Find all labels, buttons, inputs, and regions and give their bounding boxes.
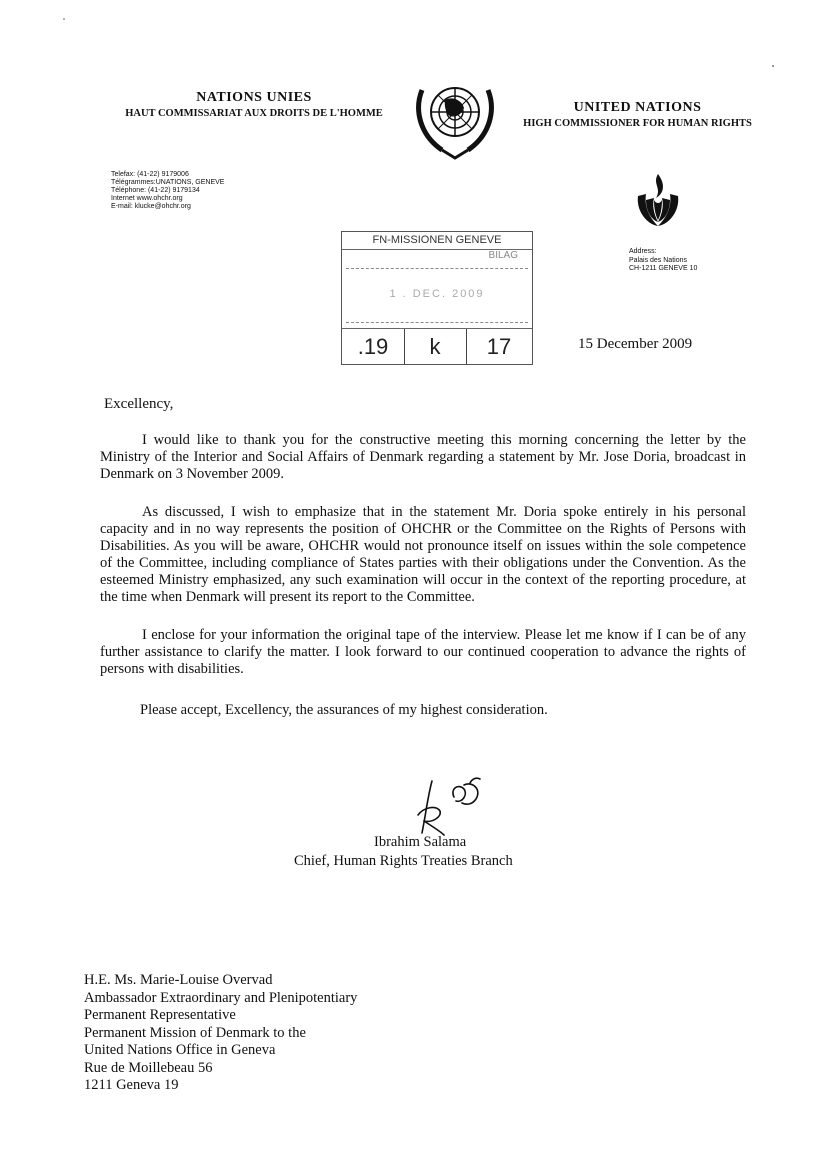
ohchr-flame-hands-icon xyxy=(628,170,688,232)
contact-telephone: Téléphone: (41-22) 9179134 xyxy=(111,187,200,194)
contact-internet: Internet www.ohchr.org xyxy=(111,195,183,202)
un-emblem-icon xyxy=(412,70,498,162)
contact-telefax: Telefax: (41-22) 9179006 xyxy=(111,171,189,178)
scan-speck xyxy=(63,18,65,20)
contact-telegrams: Télégrammes:UNATIONS, GENEVE xyxy=(111,179,225,186)
header-right-subtitle: HIGH COMMISSIONER FOR HUMAN RIGHTS xyxy=(523,118,752,129)
closing-line: Please accept, Excellency, the assurances of my highest consideration. xyxy=(140,702,548,718)
signatory-name: Ibrahim Salama xyxy=(374,834,467,850)
header-left-subtitle: HAUT COMMISSARIAT AUX DROITS DE L'HOMME xyxy=(125,108,383,119)
paragraph-1 xyxy=(100,432,746,483)
stamp-cells xyxy=(342,328,532,365)
scan-speck xyxy=(772,65,774,67)
stamp-cell-1: .19 xyxy=(357,334,389,359)
paragraph-3 xyxy=(100,627,746,678)
contact-block xyxy=(111,171,224,211)
letter-date: 15 December 2009 xyxy=(578,336,693,352)
paragraph-2 xyxy=(100,504,746,606)
stamp-date: 1 . DEC. 2009 xyxy=(389,288,485,300)
salutation: Excellency, xyxy=(104,396,174,412)
recipient-line-2: Ambassador Extraordinary and Plenipotentiary xyxy=(84,989,358,1006)
address-line-1: Palais des Nations xyxy=(629,256,687,264)
signature-icon xyxy=(410,775,500,840)
paragraph-3-text: I enclose for your information the original tape of the interview. Please let me know if I can be of any further assistance to clarify the matter. I look forward to our continued cooperation to advance the rights of persons with disabilities. xyxy=(100,627,746,677)
contact-email: E-mail: klucke@ohchr.org xyxy=(111,203,191,210)
address-label: Address: xyxy=(629,248,657,255)
address-block xyxy=(629,248,697,274)
stamp-cell-3: 17 xyxy=(486,334,512,359)
stamp-sub: BILAG xyxy=(488,250,518,261)
recipient-line-5: United Nations Office in Geneva xyxy=(84,1042,276,1058)
address-line-2: CH-1211 GENEVE 10 xyxy=(629,265,698,272)
recipient-line-1: H.E. Ms. Marie-Louise Overvad xyxy=(84,972,273,988)
received-stamp xyxy=(341,231,533,365)
header-left-title: NATIONS UNIES xyxy=(196,90,312,105)
stamp-divider xyxy=(346,322,528,323)
recipient-line-6: Rue de Moillebeau 56 xyxy=(84,1059,213,1076)
signatory-title: Chief, Human Rights Treaties Branch xyxy=(294,853,513,869)
recipient-block xyxy=(84,972,357,1095)
header-right-title: UNITED NATIONS xyxy=(573,100,702,115)
stamp-header: FN-MISSIONEN GENEVE xyxy=(342,232,532,250)
recipient-line-7: 1211 Geneva 19 xyxy=(84,1077,179,1093)
paragraph-1-text: I would like to thank you for the constructive meeting this morning concerning the letter by the Ministry of the Interior and Social Affairs of Denmark regarding a statement by Mr. Jose Doria, broadcast in Denmark on 3 November 2009. xyxy=(100,432,746,482)
paragraph-2-text: As discussed, I wish to emphasize that in the statement Mr. Doria spoke entirely in his personal capacity and in no way represents the position of OHCHR or the Committee on the Rights of Persons with Disabilities. As you will be aware, OHCHR would not pronounce itself on issues within the sole competence of the Committee, including compliance of States parties with their obligations under the Convention. As the esteemed Ministry emphasized, any such examination will occur in the context of the reporting procedure, at the time when Denmark will present its report to the Committee. xyxy=(100,504,746,605)
header-right xyxy=(505,100,770,129)
stamp-cell-2: k xyxy=(429,334,441,359)
recipient-line-3: Permanent Representative xyxy=(84,1007,236,1023)
recipient-line-4: Permanent Mission of Denmark to the xyxy=(84,1024,306,1041)
header-left xyxy=(104,90,404,119)
stamp-divider xyxy=(346,268,528,269)
